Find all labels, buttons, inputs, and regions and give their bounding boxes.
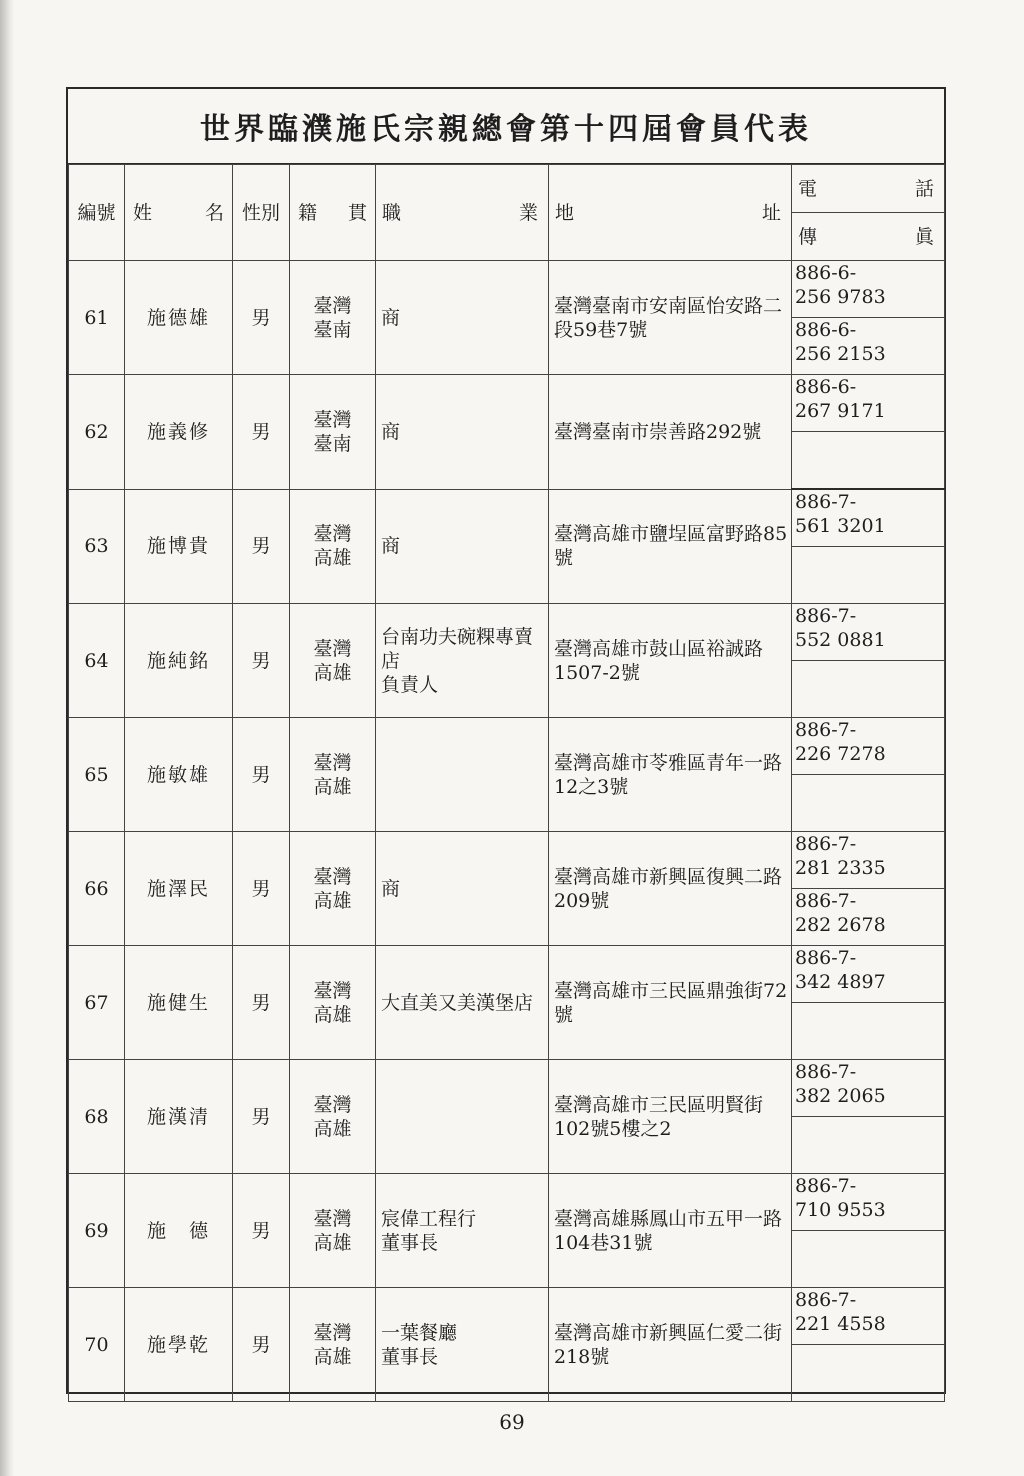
row-job: 台南功夫碗粿專賣店 負責人	[376, 604, 549, 718]
header-origin	[290, 165, 376, 261]
row-job	[376, 718, 549, 832]
member-table-frame	[66, 87, 946, 1394]
row-gender: 男	[233, 946, 290, 1060]
row-gender: 男	[233, 261, 290, 375]
table-row	[69, 1174, 945, 1231]
header-name-a: 姓	[133, 201, 153, 224]
row-origin: 臺灣 臺南	[290, 375, 376, 490]
row-job: 商	[376, 832, 549, 946]
row-fax	[792, 1117, 945, 1174]
row-gender: 男	[233, 604, 290, 718]
row-name: 施漢清	[125, 1060, 233, 1174]
header-row	[69, 165, 945, 213]
header-fax-a: 傳	[798, 225, 818, 248]
row-gender: 男	[233, 1288, 290, 1402]
header-phone-b: 話	[914, 177, 934, 200]
row-no: 61	[69, 261, 125, 375]
header-addr-b: 址	[761, 201, 781, 224]
row-no: 64	[69, 604, 125, 718]
row-no: 67	[69, 946, 125, 1060]
row-address: 臺灣高雄市苓雅區青年一路12之3號	[549, 718, 792, 832]
row-origin: 臺灣 高雄	[290, 1060, 376, 1174]
row-no: 63	[69, 489, 125, 604]
row-name: 施學乾	[125, 1288, 233, 1402]
row-name: 施義修	[125, 375, 233, 490]
member-table	[68, 164, 945, 1402]
row-phone: 886-7- 226 7278	[792, 718, 945, 775]
page-title: 世界臨濮施氏宗親總會第十四屆會員代表	[200, 112, 812, 147]
row-gender: 男	[233, 832, 290, 946]
row-gender: 男	[233, 1060, 290, 1174]
row-job: 商	[376, 375, 549, 490]
row-address: 臺灣臺南市崇善路292號	[549, 375, 792, 490]
row-origin: 臺灣 高雄	[290, 946, 376, 1060]
row-name: 施健生	[125, 946, 233, 1060]
row-fax	[792, 661, 945, 718]
row-phone: 886-7- 561 3201	[792, 489, 945, 547]
row-job: 一葉餐廳 董事長	[376, 1288, 549, 1402]
row-job	[376, 1060, 549, 1174]
row-no: 66	[69, 832, 125, 946]
header-name	[125, 165, 233, 261]
header-job	[376, 165, 549, 261]
row-job: 宸偉工程行 董事長	[376, 1174, 549, 1288]
row-phone: 886-7- 382 2065	[792, 1060, 945, 1117]
header-job-a: 職	[382, 201, 402, 224]
row-fax	[792, 1003, 945, 1060]
row-no: 69	[69, 1174, 125, 1288]
header-origin-a: 籍	[298, 201, 318, 224]
row-name: 施敏雄	[125, 718, 233, 832]
row-no: 68	[69, 1060, 125, 1174]
header-origin-b: 貫	[347, 201, 367, 224]
table-row	[69, 261, 945, 318]
row-phone: 886-7- 221 4558	[792, 1288, 945, 1345]
header-no: 編號	[69, 165, 125, 261]
row-no: 62	[69, 375, 125, 490]
title-row	[68, 89, 944, 164]
row-gender: 男	[233, 1174, 290, 1288]
row-address: 臺灣高雄市三民區明賢街102號5樓之2	[549, 1060, 792, 1174]
header-fax	[792, 213, 945, 261]
page-number: 69	[499, 1410, 525, 1434]
row-origin: 臺灣 高雄	[290, 718, 376, 832]
row-address: 臺灣臺南市安南區怡安路二段59巷7號	[549, 261, 792, 375]
row-gender: 男	[233, 375, 290, 490]
table-row	[69, 718, 945, 775]
row-gender: 男	[233, 718, 290, 832]
row-phone: 886-7- 710 9553	[792, 1174, 945, 1231]
row-phone: 886-7- 342 4897	[792, 946, 945, 1003]
row-gender: 男	[233, 489, 290, 604]
row-address: 臺灣高雄市鹽埕區富野路85號	[549, 489, 792, 604]
row-name: 施德雄	[125, 261, 233, 375]
table-row	[69, 489, 945, 547]
row-address: 臺灣高雄縣鳳山市五甲一路104巷31號	[549, 1174, 792, 1288]
row-fax	[792, 547, 945, 604]
row-origin: 臺灣 高雄	[290, 604, 376, 718]
row-phone: 886-7- 281 2335	[792, 832, 945, 889]
table-row	[69, 1288, 945, 1345]
table-row	[69, 946, 945, 1003]
row-fax	[792, 1345, 945, 1402]
row-name: 施澤民	[125, 832, 233, 946]
row-fax	[792, 1231, 945, 1288]
row-no: 65	[69, 718, 125, 832]
header-phone-a: 電	[798, 177, 818, 200]
row-name: 施 德	[125, 1174, 233, 1288]
header-address	[549, 165, 792, 261]
row-origin: 臺灣 高雄	[290, 489, 376, 604]
row-phone: 886-6- 267 9171	[792, 375, 945, 432]
row-job: 大直美又美漢堡店	[376, 946, 549, 1060]
row-origin: 臺灣 臺南	[290, 261, 376, 375]
header-fax-b: 眞	[914, 225, 934, 248]
row-fax	[792, 775, 945, 832]
row-fax: 886-6- 256 2153	[792, 318, 945, 375]
book-spine-shadow	[0, 0, 14, 1476]
table-row	[69, 375, 945, 432]
header-addr-a: 地	[555, 201, 575, 224]
table-row	[69, 1060, 945, 1117]
row-no: 70	[69, 1288, 125, 1402]
row-address: 臺灣高雄市新興區復興二路209號	[549, 832, 792, 946]
row-phone: 886-6- 256 9783	[792, 261, 945, 318]
header-phone	[792, 165, 945, 213]
header-name-b: 名	[204, 201, 224, 224]
row-job: 商	[376, 489, 549, 604]
header-gender: 性別	[233, 165, 290, 261]
table-row	[69, 832, 945, 889]
row-origin: 臺灣 高雄	[290, 1174, 376, 1288]
row-address: 臺灣高雄市三民區鼎強街72號	[549, 946, 792, 1060]
header-job-b: 業	[518, 201, 538, 224]
row-fax: 886-7- 282 2678	[792, 889, 945, 946]
table-row	[69, 604, 945, 661]
row-origin: 臺灣 高雄	[290, 1288, 376, 1402]
row-name: 施純銘	[125, 604, 233, 718]
row-address: 臺灣高雄市新興區仁愛二街218號	[549, 1288, 792, 1402]
row-name: 施博貴	[125, 489, 233, 604]
row-job: 商	[376, 261, 549, 375]
row-phone: 886-7- 552 0881	[792, 604, 945, 661]
row-origin: 臺灣 高雄	[290, 832, 376, 946]
row-address: 臺灣高雄市鼓山區裕誠路1507-2號	[549, 604, 792, 718]
row-fax	[792, 432, 945, 490]
